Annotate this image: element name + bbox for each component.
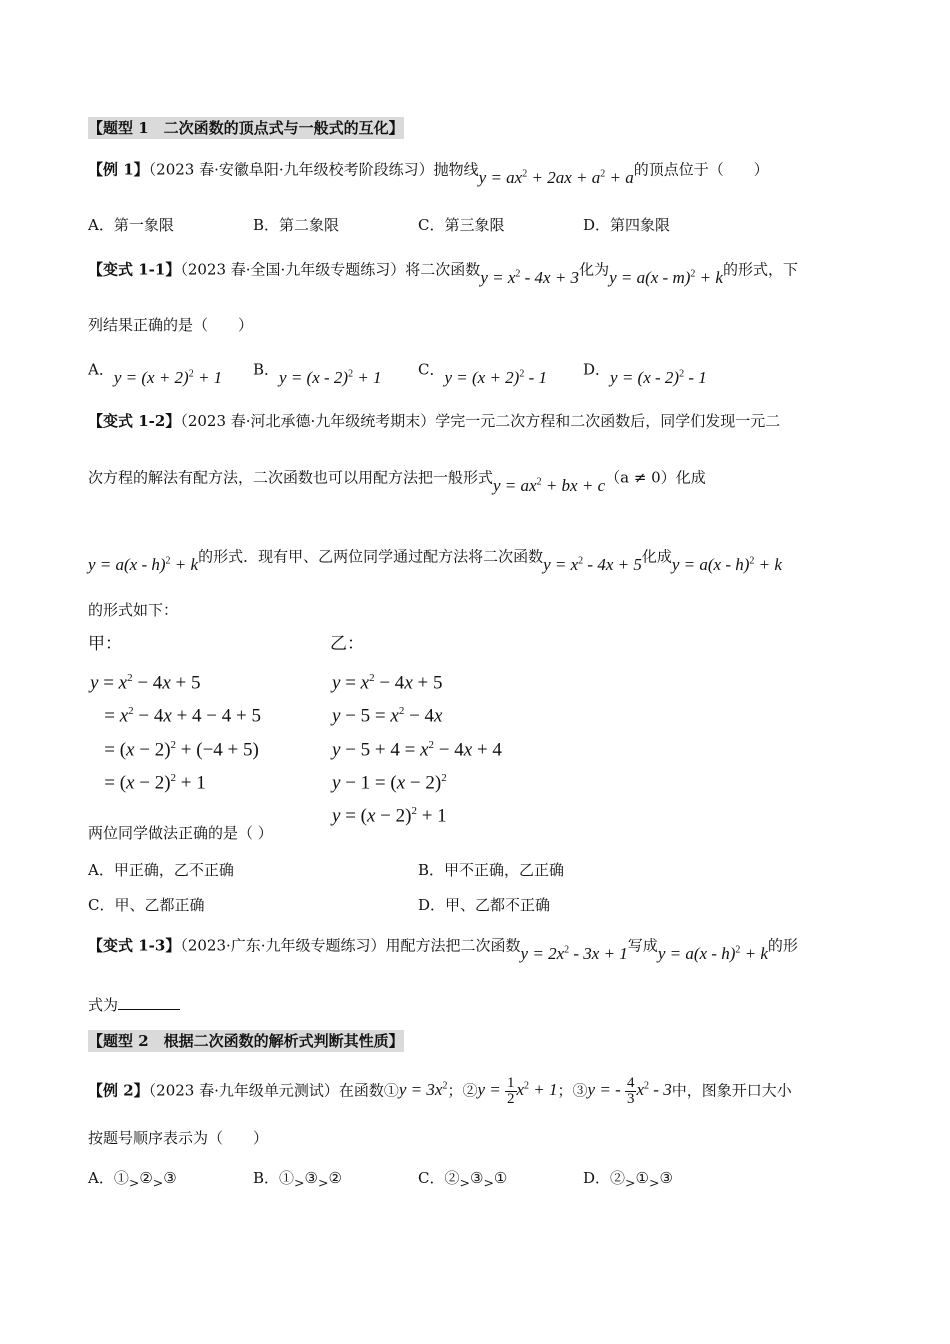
variant-1-3-line-2: 式为 xyxy=(88,995,180,1015)
example-2-option-b: B．$①_>③_>②$ xyxy=(253,1169,342,1190)
variant-1-1-option-c: C．$y = (x + 2)^2 - 1$ xyxy=(418,360,548,387)
variant-1-1-stem xyxy=(88,256,798,287)
variant-1-2-option-c: C．甲、乙都正确 xyxy=(88,896,205,914)
variant-1-2-option-d: D．甲、乙都不正确 xyxy=(418,896,551,914)
variant-1-1-option-b: B．y = (x - 2)$^2$ + 1 xyxy=(253,360,382,387)
variant-1-1-label: 【变式 1-1】 xyxy=(88,260,181,279)
variant-1-2-option-b: B．甲不正确，乙正确 xyxy=(418,861,565,879)
variant-1-3-label: 【变式 1-3】 xyxy=(88,936,181,955)
example-1-formula: $y = ax^2 + 2ax + a^2 + a$ xyxy=(478,167,634,187)
section-1-title: 【题型 1 二次函数的顶点式与一般式的互化】 xyxy=(88,119,404,137)
example-1-option-b: B．第二象限 xyxy=(253,216,340,234)
example-1-source: （2023 春·安徽阜阳·九年级校考阶段练习）抛物线 xyxy=(148,160,479,179)
example-1-option-a: A．第一象限 xyxy=(88,216,174,234)
section-2-title: 【题型 2 根据二次函数的解析式判断其性质】 xyxy=(88,1032,404,1050)
variant-1-2-line-1: 【变式 1-2】（2023 春·河北承德·九年级统考期末）学完一元二次方程和二次函数后，同学们发现一元二 xyxy=(88,412,781,430)
example-2-option-d: D．$②_>①_>③$ xyxy=(583,1169,673,1190)
jia-label: 甲： xyxy=(88,634,122,654)
variant-1-1-option-a: A．$y = (x + 2)^2 + 1$ xyxy=(88,360,223,387)
example-2-stem: 【例 2】（2023 春·九年级单元测试）在函数①y = $3x^2$；②y = $\frac{1}{2}$ $x^2 + 1$；③y = - $\frac{4}{3}$ $x^2 - 3$中，图象开口大小 xyxy=(88,1075,792,1107)
variant-1-1-mid: 化为 xyxy=(579,260,610,279)
example-2-label: 【例 2】 xyxy=(88,1081,149,1100)
variant-1-2-general-form: $y = ax^2$ + bx + c xyxy=(493,475,606,495)
example-2-option-c: C．$②_>③_>①$ xyxy=(418,1169,508,1190)
example-2-option-a: A．$①_>②_>③$ xyxy=(88,1169,177,1190)
variant-1-1-tail: 的形式，下 xyxy=(722,260,798,279)
example-1-option-c: C．第三象限 xyxy=(418,216,505,234)
variant-1-1-formula-2: y = a(x - m)$^2$ + k xyxy=(609,267,723,287)
variant-1-3-stem: 【变式 1-3】（2023·广东·九年级专题练习）用配方法把二次函数$y = 2x^2 - 3x + 1$写成y = a(x - h)$^2$ + k的形 xyxy=(88,936,798,963)
variant-1-1-formula-1: $y = x^2 - 4x + 3$ xyxy=(480,267,580,287)
example-1-stem xyxy=(88,156,769,187)
example-1-label: 【例 1】 xyxy=(88,160,149,179)
example-2-line-2: 按题号顺序表示为（ ） xyxy=(88,1129,269,1147)
variant-1-1-option-d: D．y = (x - 2)$^2$ - 1 xyxy=(583,360,707,387)
function-1: $y = 3x^2$ xyxy=(398,1080,448,1100)
yi-solution: $y = x^2 - 4x + 5$ $y - 5 = x^2 - 4x$ $y - 5 + 4 = x^2 - 4x + 4$ $y - 1 = (x - 2)^2$ $y = (x - 2)^2 + 1$ xyxy=(332,672,502,827)
function-2: y = $\frac{1}{2}$ $x^2 + 1$ xyxy=(477,1075,558,1107)
section-2-header xyxy=(88,1031,404,1051)
variant-1-2-line-4: 的形式如下： xyxy=(88,601,179,619)
variant-1-2-line-2: 次方程的解法有配方法，二次函数也可以用配方法把一般形式$y = ax^2$ + bx + c（a ≠ 0）化成 xyxy=(88,468,706,495)
example-1-option-d: D．第四象限 xyxy=(583,216,671,234)
variant-1-2-line-3: y = a(x - h)$^2$ + k的形式．现有甲、乙两位同学通过配方法将二次函数$y = x^2 - 4x + 5$化成y = a(x - h)$^2$ + k xyxy=(88,547,782,574)
function-3: y = - $\frac{4}{3}$ $x^2 - 3$ xyxy=(587,1075,672,1107)
jia-solution: $y = x^2 - 4x + 5$ = $x^2 - 4x + 4 - 4 + 5$ = $(x - 2)^2 + (-4 + 5)$ = $(x - 2)^2 + 1$ xyxy=(90,672,261,794)
variant-1-1-line-2: 列结果正确的是（ ） xyxy=(88,316,254,334)
section-1-header xyxy=(88,118,404,138)
variant-1-2-option-a: A．甲正确，乙不正确 xyxy=(88,861,234,879)
example-1-tail: 的顶点位于（ ） xyxy=(633,160,769,179)
variant-1-2-question: 两位同学做法正确的是（ ） xyxy=(88,824,273,842)
yi-label: 乙： xyxy=(330,634,364,654)
answer-blank[interactable] xyxy=(118,995,180,1010)
variant-1-2-label: 【变式 1-2】 xyxy=(88,412,181,430)
variant-1-1-source: （2023 春·全国·九年级专题练习）将二次函数 xyxy=(180,260,481,279)
